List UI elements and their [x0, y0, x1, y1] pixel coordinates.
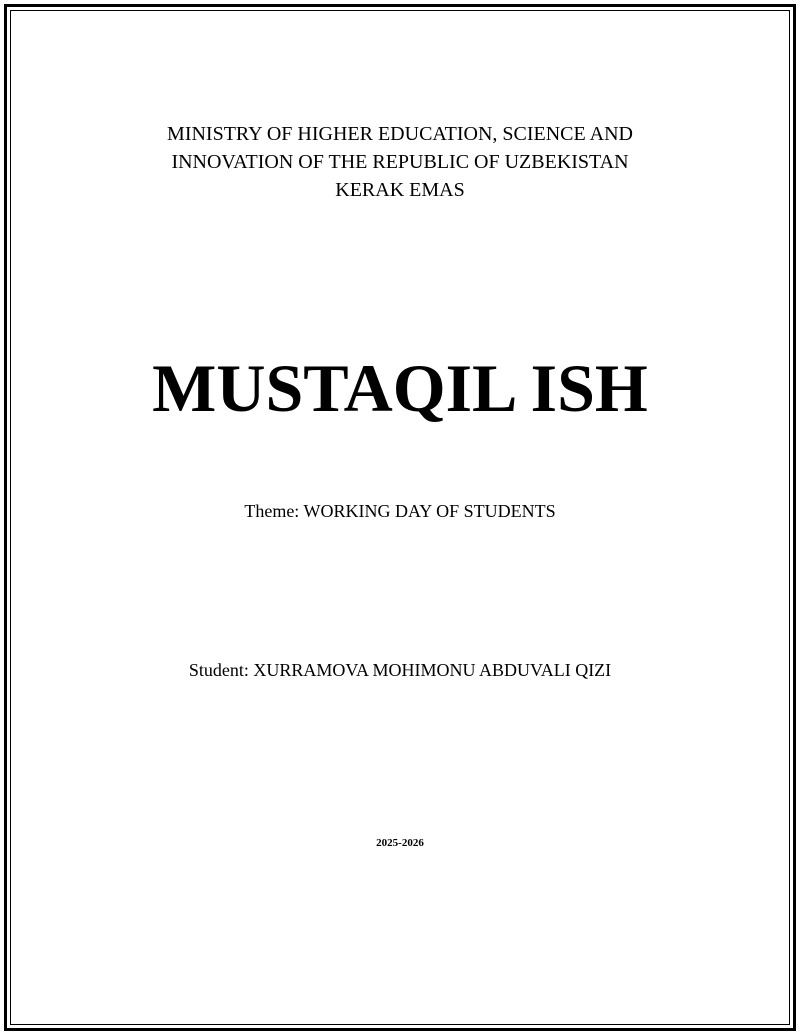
ministry-header-line-3: KERAK EMAS — [335, 179, 465, 201]
document-title: MUSTAQIL ISH — [152, 350, 648, 426]
theme-line: Theme: WORKING DAY OF STUDENTS — [244, 501, 556, 521]
academic-year: 2025-2026 — [376, 837, 424, 849]
student-line: Student: XURRAMOVA MOHIMONU ABDUVALI QIZI — [188, 660, 612, 680]
ministry-header-line-1: MINISTRY OF HIGHER EDUCATION, SCIENCE AND — [167, 123, 633, 145]
ministry-header-line-2: INNOVATION OF THE REPUBLIC OF UZBEKISTAN — [171, 151, 629, 173]
ministry-header — [0, 120, 800, 204]
